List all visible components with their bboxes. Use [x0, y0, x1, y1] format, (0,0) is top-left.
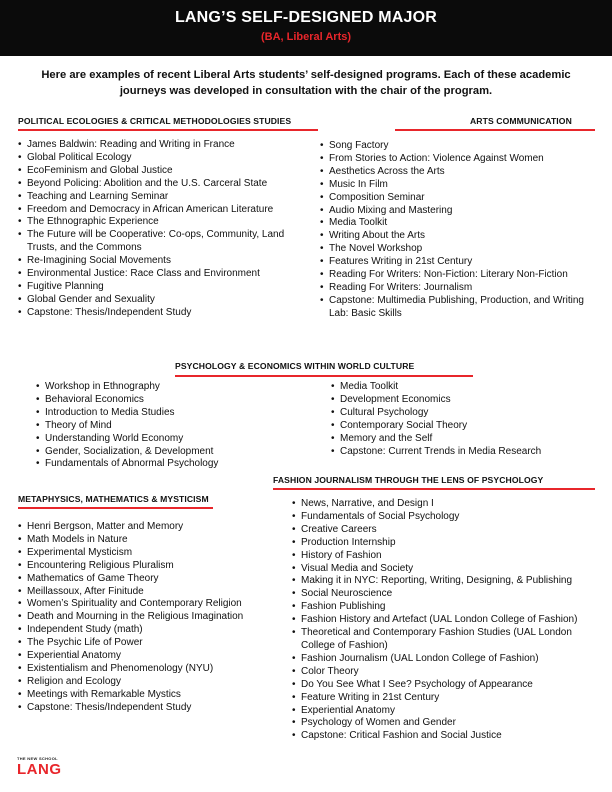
arts-course-list [320, 140, 595, 321]
course-item: • Religion and Ecology [18, 676, 268, 689]
course-item: • Mathematics of Game Theory [18, 573, 268, 586]
course-item: • Global Gender and Sexuality [18, 294, 308, 307]
course-item: • Henri Bergson, Matter and Memory [18, 521, 268, 534]
course-item: • EcoFeminism and Global Justice [18, 165, 308, 178]
course-item: • Existentialism and Phenomenology (NYU) [18, 663, 268, 676]
course-item: • The Novel Workshop [320, 243, 595, 256]
section-rule-metaphysics [18, 507, 213, 509]
course-item: • Psychology of Women and Gender [292, 717, 592, 730]
course-item: • Media Toolkit [320, 217, 595, 230]
course-item: • Experimental Mysticism [18, 547, 268, 560]
course-item: • Gender, Socialization, & Development [36, 446, 326, 459]
course-item: • Contemporary Social Theory [331, 420, 601, 433]
course-item: • Making it in NYC: Reporting, Writing, Designing, & Publishing [292, 575, 592, 588]
section-rule-psychology [175, 375, 473, 377]
course-item: • Audio Mixing and Mastering [320, 205, 595, 218]
course-item: • Freedom and Democracy in African American Literature [18, 204, 308, 217]
course-item: • Behavioral Economics [36, 394, 326, 407]
course-item: • Women’s Spirituality and Contemporary Religion [18, 598, 268, 611]
course-item: • The Psychic Life of Power [18, 637, 268, 650]
course-item: • The Ethnographic Experience [18, 216, 308, 229]
page-subtitle: (BA, Liberal Arts) [260, 31, 352, 43]
course-item: • Global Political Ecology [18, 152, 308, 165]
logo-school-name: THE NEW SCHOOL [17, 756, 58, 761]
course-item: • Writing About the Arts [320, 230, 595, 243]
course-item: • From Stories to Action: Violence Against Women [320, 153, 595, 166]
psychology-course-list-left [36, 381, 326, 471]
course-item: • Fashion Publishing [292, 601, 592, 614]
course-item: • Re-Imagining Social Movements [18, 255, 308, 268]
course-item: • Capstone: Multimedia Publishing, Production, and Writing Lab: Basic Skills [320, 295, 595, 321]
metaphysics-course-list [18, 521, 268, 715]
course-item: • Teaching and Learning Seminar [18, 191, 308, 204]
course-item: • Capstone: Thesis/Independent Study [18, 307, 308, 320]
course-item: • Experiential Anatomy [18, 650, 268, 663]
course-item: • Music In Film [320, 179, 595, 192]
page-title: LANG’S SELF-DESIGNED MAJOR [174, 9, 438, 26]
course-item: • Visual Media and Society [292, 563, 592, 576]
course-item: • Fundamentals of Social Psychology [292, 511, 592, 524]
course-item: • Aesthetics Across the Arts [320, 166, 595, 179]
intro-text: Here are examples of recent Liberal Arts students’ self-designed programs. Each of these academic journeys was developed in consultation with the chair of the program. [41, 69, 571, 97]
section-rule-political [18, 129, 318, 131]
course-item: • Development Economics [331, 394, 601, 407]
course-item: • Social Neuroscience [292, 588, 592, 601]
course-item: • Song Factory [320, 140, 595, 153]
section-rule-arts [395, 129, 595, 131]
course-item: • Fugitive Planning [18, 281, 308, 294]
course-item: • Introduction to Media Studies [36, 407, 326, 420]
course-item: • Feature Writing in 21st Century [292, 692, 592, 705]
course-item: • Theoretical and Contemporary Fashion Studies (UAL London College of Fashion) [292, 627, 592, 653]
course-item: • Fashion Journalism (UAL London College of Fashion) [292, 653, 592, 666]
course-item: • Fashion History and Artefact (UAL London College of Fashion) [292, 614, 592, 627]
section-heading-political: POLITICAL ECOLOGIES & CRITICAL METHODOLOGIES STUDIES [18, 116, 292, 126]
section-heading-psychology: PSYCHOLOGY & ECONOMICS WITHIN WORLD CULTURE [175, 361, 415, 371]
course-item: • Creative Careers [292, 524, 592, 537]
section-rule-fashion [273, 488, 595, 490]
course-item: • James Baldwin: Reading and Writing in France [18, 139, 308, 152]
course-item: • Media Toolkit [331, 381, 601, 394]
course-item: • Independent Study (math) [18, 624, 268, 637]
course-item: • Production Internship [292, 537, 592, 550]
section-heading-fashion: FASHION JOURNALISM THROUGH THE LENS OF PSYCHOLOGY [273, 475, 544, 485]
section-heading-arts: ARTS COMMUNICATION [470, 116, 572, 126]
psychology-course-list-right [331, 381, 601, 458]
course-item: • Capstone: Current Trends in Media Research [331, 446, 601, 459]
course-item: • Color Theory [292, 666, 592, 679]
course-item: • Composition Seminar [320, 192, 595, 205]
logo-wordmark: LANG [17, 761, 62, 778]
course-item: • Beyond Policing: Abolition and the U.S. Carceral State [18, 178, 308, 191]
course-item: • Reading For Writers: Journalism [320, 282, 595, 295]
course-item: • Experiential Anatomy [292, 705, 592, 718]
course-item: • Math Models in Nature [18, 534, 268, 547]
course-item: • Workshop in Ethnography [36, 381, 326, 394]
page-header [0, 0, 612, 56]
course-item: • Death and Mourning in the Religious Imagination [18, 611, 268, 624]
course-item: • Features Writing in 21st Century [320, 256, 595, 269]
course-item: • Environmental Justice: Race Class and Environment [18, 268, 308, 281]
fashion-course-list [292, 498, 592, 743]
course-item: • Capstone: Thesis/Independent Study [18, 702, 268, 715]
course-item: • Capstone: Critical Fashion and Social Justice [292, 730, 592, 743]
lang-logo [17, 756, 62, 777]
course-item: • The Future will be Cooperative: Co-ops, Community, Land Trusts, and the Commons [18, 229, 308, 255]
course-item: • Meetings with Remarkable Mystics [18, 689, 268, 702]
course-item: • Theory of Mind [36, 420, 326, 433]
course-item: • News, Narrative, and Design I [292, 498, 592, 511]
course-item: • Fundamentals of Abnormal Psychology [36, 458, 326, 471]
course-item: • Cultural Psychology [331, 407, 601, 420]
course-item: • Meillassoux, After Finitude [18, 586, 268, 599]
course-item: • Memory and the Self [331, 433, 601, 446]
course-item: • History of Fashion [292, 550, 592, 563]
course-item: • Do You See What I See? Psychology of Appearance [292, 679, 592, 692]
course-item: • Reading For Writers: Non-Fiction: Literary Non-Fiction [320, 269, 595, 282]
course-item: • Understanding World Economy [36, 433, 326, 446]
section-heading-metaphysics: METAPHYSICS, MATHEMATICS & MYSTICISM [18, 494, 209, 504]
political-course-list [18, 139, 308, 320]
course-item: • Encountering Religious Pluralism [18, 560, 268, 573]
